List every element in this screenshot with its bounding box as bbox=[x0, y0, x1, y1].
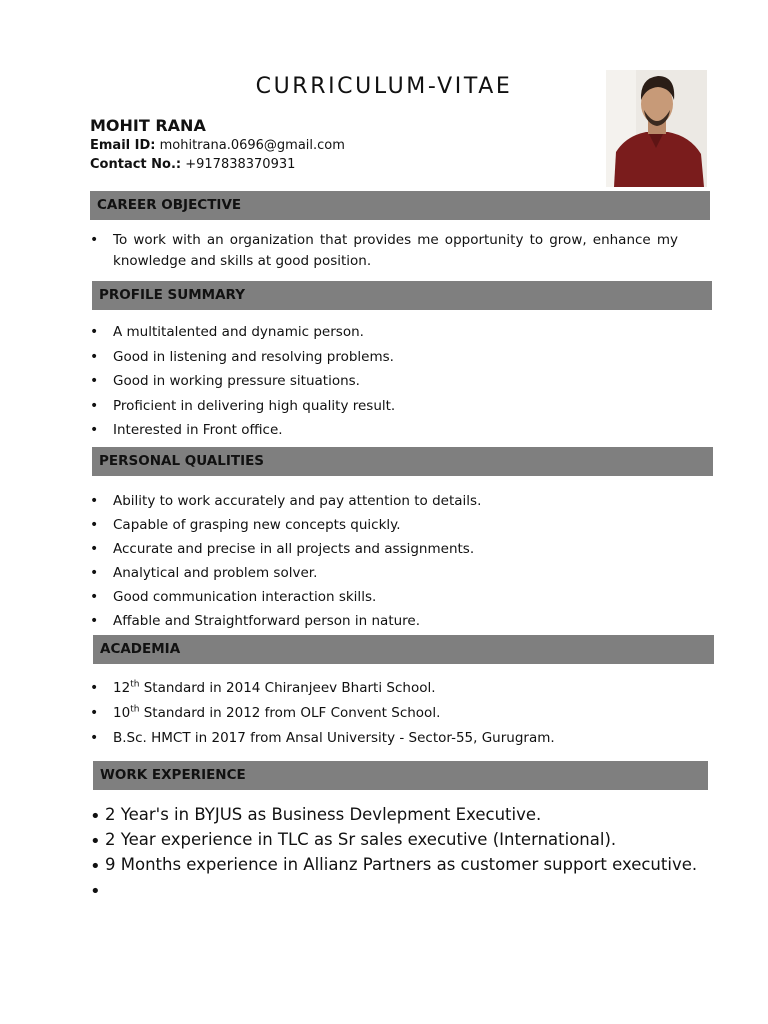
candidate-name: MOHIT RANA bbox=[90, 116, 206, 135]
list-item bbox=[90, 676, 555, 701]
profile-photo bbox=[606, 70, 707, 187]
list-item: • Capable of grasping new concepts quickly. bbox=[90, 513, 481, 537]
list-item: • Good communication interaction skills. bbox=[90, 585, 481, 609]
list-item: • Interested in Front office. bbox=[90, 418, 395, 443]
list-item: • 2 Year experience in TLC as Sr sales executive (International). bbox=[90, 827, 697, 852]
contact-label: Contact No.: bbox=[90, 157, 182, 172]
profile-summary-list bbox=[90, 320, 395, 443]
grade-suffix: th bbox=[130, 679, 140, 690]
list-item bbox=[90, 701, 555, 726]
personal-qualities-list bbox=[90, 489, 481, 633]
list-item: • 9 Months experience in Allianz Partners as customer support executive. bbox=[90, 852, 697, 877]
list-item: • Good in working pressure situations. bbox=[90, 369, 395, 394]
academia-text: Standard in 2012 from OLF Convent School. bbox=[139, 705, 441, 721]
list-item: • Affable and Straightforward person in nature. bbox=[90, 609, 481, 633]
contact-line bbox=[90, 157, 295, 172]
list-item: • Ability to work accurately and pay attention to details. bbox=[90, 489, 481, 513]
grade-number: 10 bbox=[113, 705, 131, 721]
list-item: • A multitalented and dynamic person. bbox=[90, 320, 395, 345]
section-heading-profile-summary: PROFILE SUMMARY bbox=[92, 281, 712, 310]
list-item bbox=[90, 726, 555, 751]
email-label: Email ID: bbox=[90, 138, 156, 153]
section-heading-work-experience: WORK EXPERIENCE bbox=[93, 761, 708, 790]
email-value: mohitrana.0696@gmail.com bbox=[159, 138, 345, 153]
academia-text: B.Sc. HMCT in 2017 from Ansal University - Sector-55, Gurugram. bbox=[113, 730, 555, 746]
section-heading-personal-qualities: PERSONAL QUALITIES bbox=[92, 447, 713, 476]
page-title: CURRICULUM-VITAE bbox=[255, 74, 513, 99]
list-item: • Good in listening and resolving problems. bbox=[90, 345, 395, 370]
section-heading-career-objective: CAREER OBJECTIVE bbox=[90, 191, 710, 220]
work-experience-list bbox=[90, 802, 697, 902]
email-line bbox=[90, 138, 345, 153]
grade-suffix: th bbox=[130, 704, 140, 715]
list-item-empty bbox=[90, 877, 697, 902]
list-item: • Accurate and precise in all projects and assignments. bbox=[90, 537, 481, 561]
academia-list bbox=[90, 676, 555, 751]
grade-number: 12 bbox=[113, 680, 131, 696]
section-heading-academia: ACADEMIA bbox=[93, 635, 714, 664]
list-item: • 2 Year's in BYJUS as Business Devlepment Executive. bbox=[90, 802, 697, 827]
list-item: • To work with an organization that provides me opportunity to grow, enhance my knowledge and skills at good position. bbox=[90, 230, 678, 272]
academia-text: Standard in 2014 Chiranjeev Bharti School. bbox=[139, 680, 436, 696]
list-item: • Analytical and problem solver. bbox=[90, 561, 481, 585]
career-objective-list bbox=[90, 230, 678, 272]
list-item: • Proficient in delivering high quality result. bbox=[90, 394, 395, 419]
contact-value: +917838370931 bbox=[185, 157, 296, 172]
